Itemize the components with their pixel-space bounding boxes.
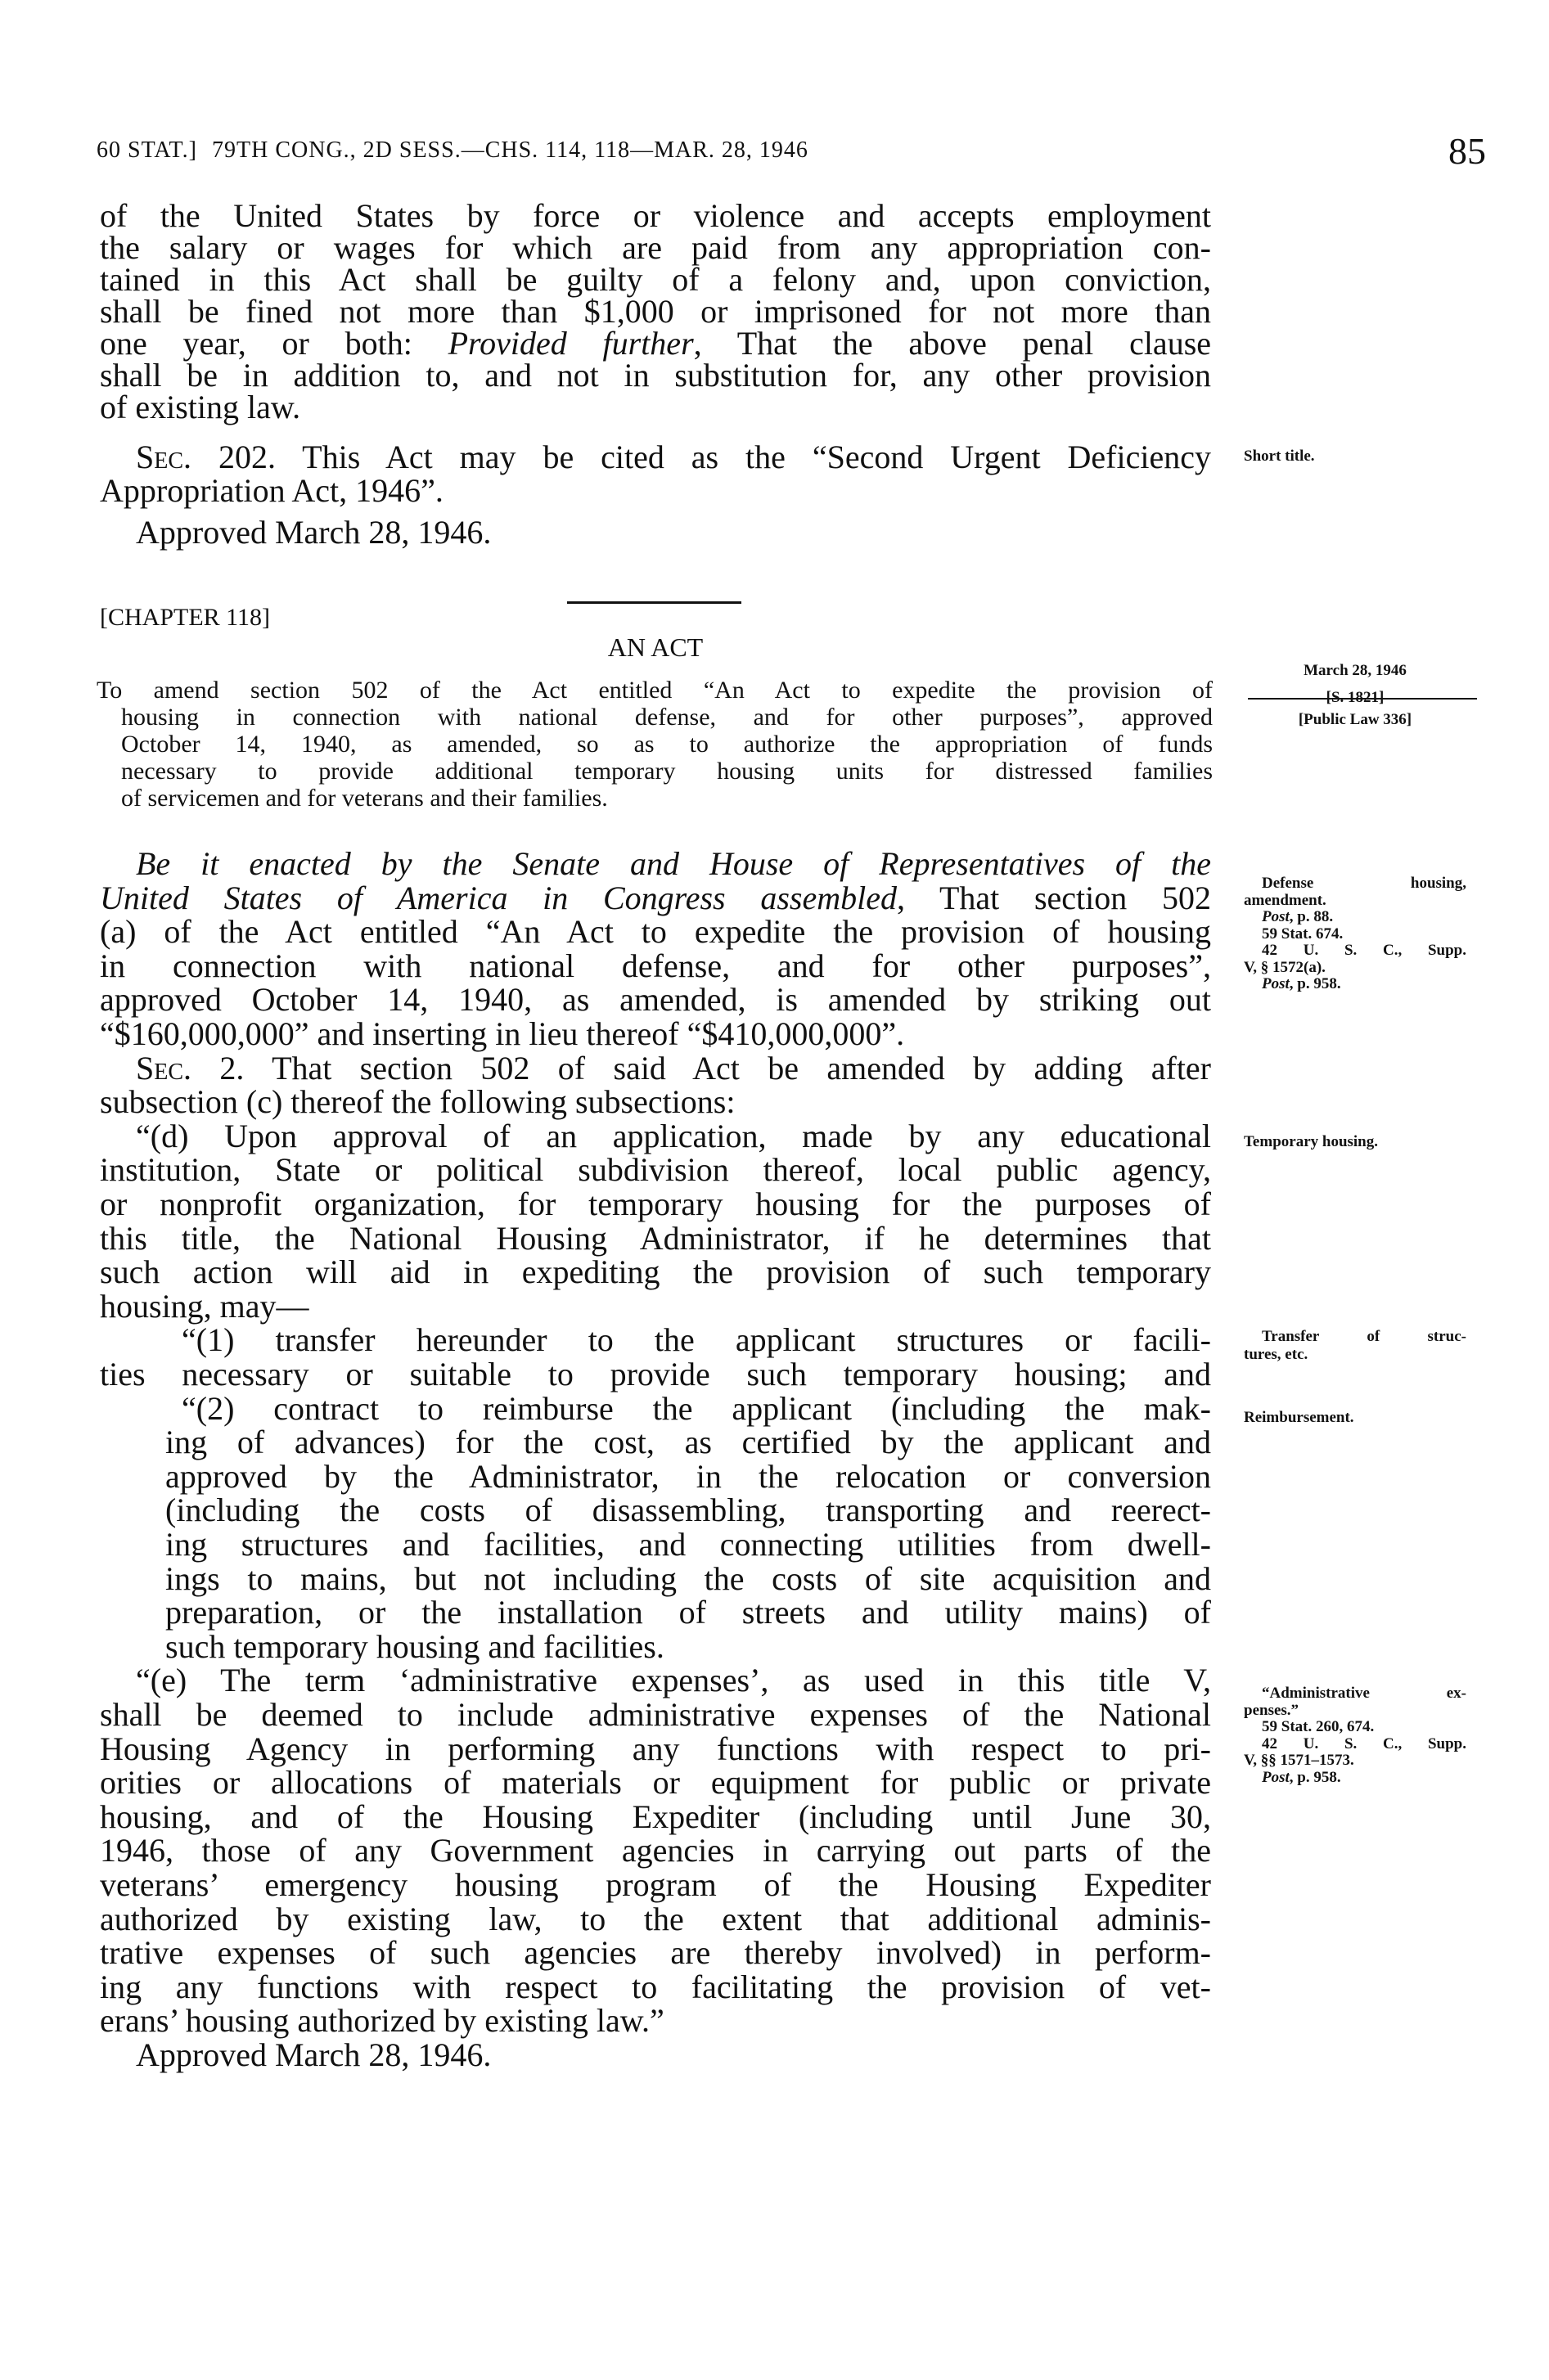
text-line bbox=[100, 516, 1211, 549]
text-line bbox=[1244, 1133, 1466, 1150]
text-line bbox=[100, 357, 1211, 394]
text-line bbox=[100, 1153, 1211, 1187]
text-run: October 14, 1940, as amended, so as to authorize the appropriation of funds bbox=[121, 731, 1213, 758]
text-run: of servicemen and for veterans and their families. bbox=[121, 785, 608, 812]
text-run: preparation, or the installation of streets and utility mains) of bbox=[165, 1594, 1211, 1631]
text-run: Transfer of struc- bbox=[1262, 1328, 1466, 1345]
text-line bbox=[1244, 710, 1466, 730]
italic-text: Post bbox=[1262, 1768, 1290, 1786]
text-run: 2. That section 502 of said Act be amended by adding after bbox=[191, 1049, 1211, 1087]
text-line bbox=[100, 1902, 1211, 1937]
text-line bbox=[1244, 893, 1466, 910]
text-run: veterans’ emergency housing program of the Housing Expediter bbox=[100, 1865, 1211, 1903]
subsection-e bbox=[100, 1663, 1211, 2038]
text-run: shall be fined not more than $1,000 or imprisoned for not more than bbox=[100, 293, 1211, 330]
text-line bbox=[100, 1255, 1211, 1289]
text-run: necessary to provide additional temporary housing units for distressed families bbox=[121, 758, 1213, 785]
text-run: 42 U. S. C., Supp. bbox=[1262, 942, 1466, 959]
text-run: Housing Agency in performing any functions with respect to pri- bbox=[100, 1730, 1211, 1767]
text-line bbox=[100, 197, 1211, 234]
running-head: 79TH CONG., 2D SESS.—CHS. 114, 118—MAR. 28, 1946 bbox=[212, 137, 808, 163]
text-run: “(2) contract to reimburse the applicant (including the mak- bbox=[182, 1389, 1211, 1427]
text-line bbox=[100, 2004, 1211, 2038]
small-caps-text: Sec. bbox=[136, 1049, 192, 1087]
text-run: subsection (c) thereof the following subsections: bbox=[100, 1083, 736, 1121]
text-line bbox=[100, 847, 1211, 881]
text-run: such action will aid in expediting the provision of such temporary bbox=[100, 1253, 1211, 1291]
approved-2 bbox=[100, 2038, 1211, 2072]
admin-expenses bbox=[1244, 1685, 1466, 1786]
text-run: [S. 1821] bbox=[1326, 689, 1385, 706]
text-run: housing, and of the Housing Expediter (including until June 30, bbox=[100, 1797, 1211, 1835]
text-line bbox=[100, 915, 1211, 949]
enacting-clause bbox=[100, 847, 1211, 1051]
text-run: , That section 502 bbox=[896, 879, 1211, 916]
text-run: To amend section 502 of the Act entitled “An Act to expedite the provision of bbox=[97, 677, 1213, 704]
text-run: of existing law. bbox=[100, 389, 301, 425]
text-line bbox=[100, 1221, 1211, 1256]
text-line bbox=[100, 1323, 1211, 1357]
text-line bbox=[100, 1357, 1211, 1392]
text-run: AN ACT bbox=[607, 632, 704, 662]
text-run: amendment. bbox=[1244, 891, 1326, 909]
text-line bbox=[100, 1695, 1211, 1733]
text-run: March 28, 1946 bbox=[1304, 662, 1407, 679]
text-run: Short title. bbox=[1244, 448, 1315, 465]
text-run: V, § 1572(a). bbox=[1244, 958, 1326, 976]
text-run: or nonprofit organization, for temporary housing for the purposes of bbox=[100, 1185, 1211, 1222]
text-run: one year, or both: bbox=[100, 325, 448, 362]
short-title bbox=[1244, 448, 1466, 465]
text-run: approved October 14, 1940, as amended, is amended by striking out bbox=[100, 981, 1211, 1019]
text-line bbox=[100, 1663, 1211, 1698]
text-run: the salary or wages for which are paid from any appropriation con- bbox=[100, 229, 1211, 266]
chapter bbox=[100, 604, 1211, 632]
italic-text: United States of America in Congress assembled bbox=[100, 879, 897, 916]
text-run: 59 Stat. 260, 674. bbox=[1262, 1718, 1375, 1735]
text-run: 1946, those of any Government agencies in carrying out parts of the bbox=[100, 1832, 1211, 1869]
clause-2 bbox=[100, 1389, 1211, 1665]
text-line bbox=[100, 1389, 1211, 1427]
public-law bbox=[1244, 710, 1466, 730]
an-act bbox=[100, 632, 1211, 662]
text-line bbox=[100, 1289, 1211, 1324]
text-run: “(d) Upon approval of an application, made by any educational bbox=[136, 1117, 1211, 1154]
text-line bbox=[100, 229, 1211, 266]
text-run: such temporary housing and facilities. bbox=[165, 1627, 664, 1665]
text-run: “(e) The term ‘administrative expenses’, as used in this title V, bbox=[136, 1662, 1211, 1699]
text-run: erans’ housing authorized by existing law.” bbox=[100, 2002, 664, 2040]
text-run: ing structures and facilities, and connecting utilities from dwell- bbox=[165, 1525, 1211, 1563]
text-line bbox=[100, 1017, 1211, 1051]
text-run: “Administrative ex- bbox=[1262, 1685, 1466, 1702]
text-line bbox=[100, 1595, 1211, 1630]
text-run: 59 Stat. 674. bbox=[1262, 925, 1344, 943]
text-line bbox=[1244, 657, 1466, 684]
text-run: trative expenses of such agencies are thereby involved) in perform- bbox=[100, 1934, 1211, 1972]
text-line bbox=[1244, 448, 1466, 465]
text-line bbox=[1244, 1752, 1466, 1770]
text-line bbox=[100, 1797, 1211, 1835]
text-line bbox=[100, 2038, 1211, 2072]
text-run: , p. 958. bbox=[1289, 1768, 1341, 1786]
text-line bbox=[1244, 1409, 1466, 1426]
italic-text: Be it enacted by the Senate and House of Representatives of the bbox=[136, 845, 1211, 882]
text-run: [Public Law 336] bbox=[1298, 711, 1412, 728]
text-line bbox=[100, 293, 1211, 330]
text-line bbox=[100, 1187, 1211, 1221]
text-run: , p. 88. bbox=[1289, 908, 1334, 925]
text-run: V, §§ 1571–1573. bbox=[1244, 1752, 1354, 1769]
text-line bbox=[100, 1559, 1211, 1597]
text-run: tures, etc. bbox=[1244, 1346, 1308, 1363]
text-line bbox=[1244, 1719, 1466, 1736]
text-run: , That the above penal clause bbox=[693, 325, 1212, 362]
text-line bbox=[100, 1833, 1211, 1868]
text-run: tained in this Act shall be guilty of a felony and, upon conviction, bbox=[100, 261, 1211, 298]
text-run: Appropriation Act, 1946”. bbox=[100, 472, 444, 509]
text-line bbox=[1244, 943, 1466, 960]
reimbursement bbox=[1244, 1409, 1466, 1426]
text-line bbox=[100, 261, 1211, 298]
text-line bbox=[100, 391, 1211, 423]
text-line bbox=[97, 785, 1213, 812]
text-run: housing in connection with national defense, and for other purposes”, approved bbox=[121, 704, 1213, 731]
text-run: ings to mains, but not including the costs of site acquisition and bbox=[165, 1559, 1211, 1597]
italic-text: Post bbox=[1262, 908, 1290, 925]
text-run: this title, the National Housing Administrator, if he determines that bbox=[100, 1219, 1211, 1257]
text-run: ing of advances) for the cost, as certified by the applicant and bbox=[165, 1424, 1211, 1461]
text-line bbox=[100, 1051, 1211, 1086]
act-title bbox=[97, 677, 1213, 812]
text-run: housing, may— bbox=[100, 1287, 309, 1325]
approved-1 bbox=[100, 516, 1211, 549]
text-line bbox=[1244, 1770, 1466, 1787]
text-line bbox=[97, 731, 1213, 758]
text-line bbox=[100, 1970, 1211, 2004]
text-line bbox=[1244, 1685, 1466, 1703]
text-line bbox=[1244, 684, 1466, 711]
text-line bbox=[97, 758, 1213, 785]
text-run: approved by the Administrator, in the relocation or conversion bbox=[165, 1457, 1211, 1495]
text-line bbox=[100, 1766, 1211, 1800]
text-run: Reimbursement. bbox=[1244, 1409, 1354, 1426]
text-run: in connection with national defense, and for other purposes”, bbox=[100, 947, 1211, 984]
text-line bbox=[100, 1425, 1211, 1460]
text-line bbox=[100, 1865, 1211, 1903]
text-line bbox=[100, 474, 1211, 507]
text-run: of the United States by force or violence and accepts employment bbox=[100, 197, 1211, 234]
text-line bbox=[100, 440, 1211, 474]
text-line bbox=[100, 604, 1211, 632]
subsection-d bbox=[100, 1119, 1211, 1324]
small-caps-text: Sec. bbox=[136, 439, 192, 475]
clause-1 bbox=[100, 1323, 1211, 1391]
text-run: “$160,000,000” and inserting in lieu thereof “$410,000,000”. bbox=[100, 1015, 905, 1052]
defense-housing bbox=[1244, 875, 1466, 993]
text-line bbox=[100, 1936, 1211, 1970]
text-line bbox=[100, 632, 1211, 662]
temporary-housing bbox=[1244, 1133, 1466, 1150]
text-line bbox=[97, 704, 1213, 731]
text-line bbox=[97, 677, 1213, 704]
text-line bbox=[100, 325, 1212, 362]
text-line bbox=[100, 949, 1211, 983]
text-line bbox=[100, 1119, 1211, 1154]
text-line bbox=[1244, 976, 1466, 993]
text-run: Approved March 28, 1946. bbox=[136, 2036, 492, 2073]
text-line bbox=[1244, 875, 1466, 893]
text-line bbox=[100, 1457, 1211, 1495]
text-run: (including the costs of disassembling, transporting and reerect- bbox=[165, 1491, 1211, 1529]
text-line bbox=[100, 881, 1211, 916]
text-line bbox=[1244, 909, 1466, 926]
text-line bbox=[100, 1627, 1211, 1665]
text-line bbox=[1244, 960, 1466, 977]
text-line bbox=[1244, 1328, 1466, 1346]
text-run: “(1) transfer hereunder to the applicant structures or facili- bbox=[182, 1321, 1211, 1359]
italic-text: Provided further bbox=[448, 325, 694, 362]
text-run: Defense housing, bbox=[1262, 875, 1466, 892]
text-line bbox=[100, 1085, 1211, 1119]
text-run: Temporary housing. bbox=[1244, 1133, 1378, 1150]
text-run: Approved March 28, 1946. bbox=[136, 514, 492, 551]
text-run: penses.” bbox=[1244, 1701, 1299, 1719]
text-line bbox=[1244, 1703, 1466, 1720]
text-line bbox=[100, 1493, 1211, 1527]
text-line bbox=[1244, 926, 1466, 943]
text-line bbox=[1244, 1346, 1466, 1364]
text-line bbox=[1244, 1736, 1466, 1753]
text-run: 202. This Act may be cited as the “Second Urgent Deficiency bbox=[191, 439, 1211, 475]
text-line bbox=[100, 1527, 1211, 1562]
text-line bbox=[100, 1732, 1211, 1766]
text-run: institution, State or political subdivision thereof, local public agency, bbox=[100, 1151, 1211, 1189]
text-run: shall be deemed to include administrative expenses of the National bbox=[100, 1695, 1211, 1733]
page-number: 85 bbox=[1448, 130, 1486, 172]
text-run: 42 U. S. C., Supp. bbox=[1262, 1734, 1466, 1752]
sec-202 bbox=[100, 440, 1211, 507]
volume-reference: 60 STAT.] bbox=[97, 137, 197, 163]
date bbox=[1244, 657, 1466, 711]
text-run: (a) of the Act entitled “An Act to expedite the provision of housing bbox=[100, 913, 1211, 951]
transfer bbox=[1244, 1328, 1466, 1364]
text-run: ties necessary or suitable to provide such temporary housing; and bbox=[100, 1355, 1211, 1392]
text-run: orities or allocations of materials or equipment for public or private bbox=[100, 1764, 1211, 1802]
text-run: ing any functions with respect to facilitating the provision of vet- bbox=[100, 1968, 1211, 2005]
provision-para bbox=[100, 197, 1212, 425]
text-run: [CHAPTER 118] bbox=[100, 604, 271, 631]
text-run: , p. 958. bbox=[1289, 975, 1341, 992]
text-run: authorized by existing law, to the extent that additional adminis- bbox=[100, 1900, 1211, 1937]
text-run: shall be in addition to, and not in substitution for, any other provision bbox=[100, 357, 1211, 394]
sec-2 bbox=[100, 1051, 1211, 1119]
italic-text: Post bbox=[1262, 975, 1290, 992]
text-line bbox=[100, 983, 1211, 1017]
